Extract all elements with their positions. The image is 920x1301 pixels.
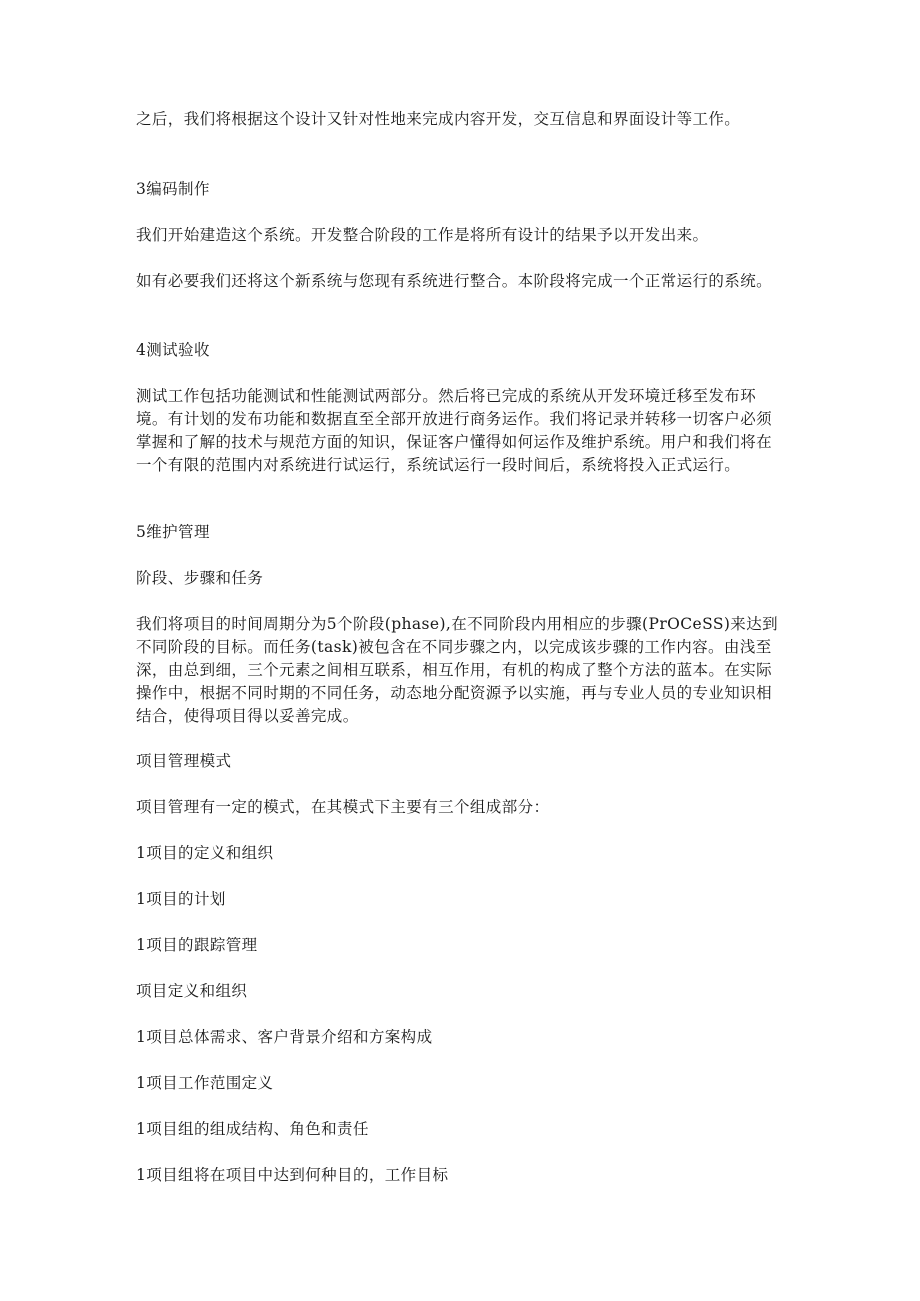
list-item: 1项目的计划 <box>136 890 226 908</box>
heading-maintenance: 5维护管理 <box>136 523 210 541</box>
paragraph-content-development: 之后，我们将根据这个设计又针对性地来完成内容开发，交互信息和界面设计等工作。 <box>136 110 741 128</box>
paragraph-phases: 我们将项目的时间周期分为5个阶段(phase),在不同阶段内用相应的步骤(PrOCeSS)来达到不同阶段的目标。而任务(task)被包含在不同步骤之内，以完成该步骤的工作内容。由浅至深，由总到细，三个元素之间相互联系，相互作用，有机的构成了整个方法的蓝本。在实际操作中，根据不同时期的不同任务，动态地分配资源予以实施，再与专业人员的专业知识相结合，使得项目得以妥善完成。 <box>136 615 778 725</box>
list-item: 1项目组将在项目中达到何种目的，工作目标 <box>136 1166 449 1184</box>
heading-coding: 3编码制作 <box>136 180 210 198</box>
list-item: 1项目总体需求、客户背景介绍和方案构成 <box>136 1028 433 1046</box>
list-item: 1项目工作范围定义 <box>136 1074 274 1092</box>
heading-definition-organization: 项目定义和组织 <box>136 982 248 1000</box>
paragraph-integration: 如有必要我们还将这个新系统与您现有系统进行整合。本阶段将完成一个正常运行的系统。 <box>136 272 773 290</box>
heading-management-mode: 项目管理模式 <box>136 752 232 770</box>
list-item: 1项目的跟踪管理 <box>136 936 258 954</box>
list-item: 1项目组的组成结构、角色和责任 <box>136 1120 369 1138</box>
heading-testing: 4测试验收 <box>136 341 210 359</box>
paragraph-build-system: 我们开始建造这个系统。开发整合阶段的工作是将所有设计的结果予以开发出来。 <box>136 226 709 244</box>
paragraph-management-mode: 项目管理有一定的模式，在其模式下主要有三个组成部分： <box>136 798 550 816</box>
heading-phases-steps-tasks: 阶段、步骤和任务 <box>136 569 264 587</box>
paragraph-testing: 测试工作包括功能测试和性能测试两部分。然后将已完成的系统从开发环境迁移至发布环境。有计划的发布功能和数据直至全部开放进行商务运作。我们将记录并转移一切客户必须掌握和了解的技术与规范方面的知识，保证客户懂得如何运作及维护系统。用户和我们将在一个有限的范围内对系统进行试运行，系统试运行一段时间后，系统将投入正式运行。 <box>136 387 773 474</box>
list-item: 1项目的定义和组织 <box>136 844 274 862</box>
